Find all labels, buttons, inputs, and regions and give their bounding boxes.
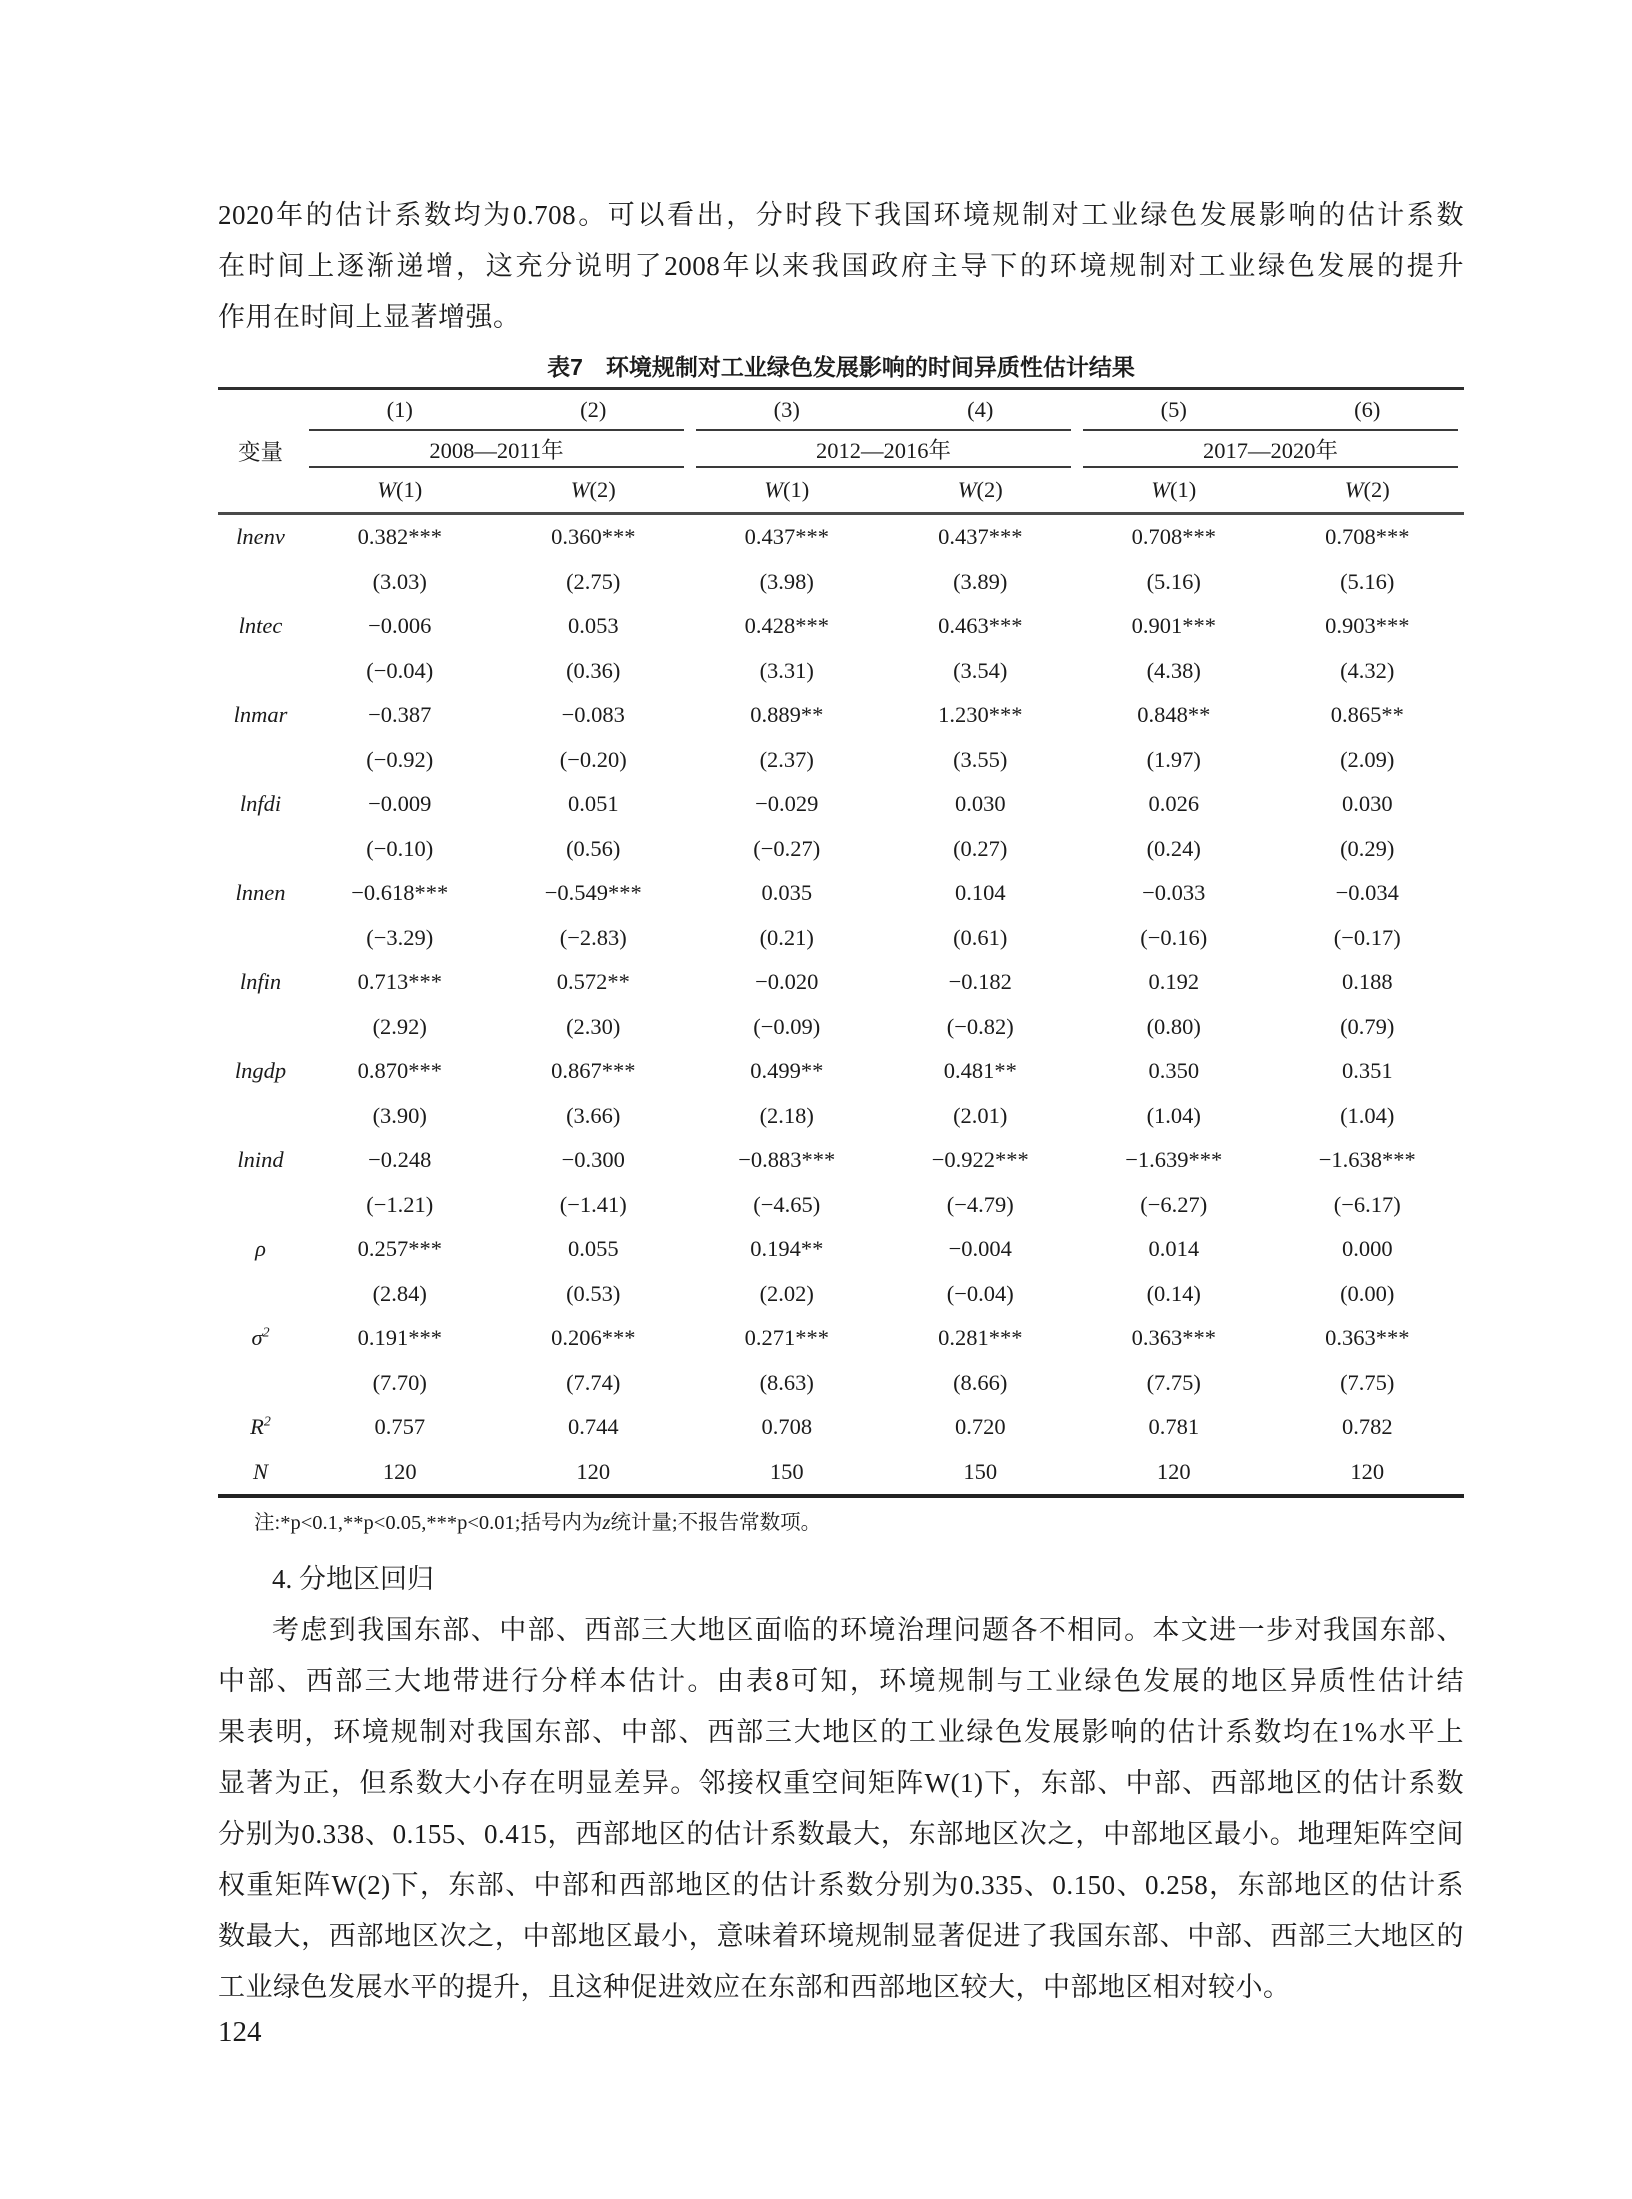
coefficient-cell: 0.000: [1341, 1236, 1393, 1262]
coefficient-cell: −0.083: [561, 702, 625, 728]
coefficient-cell: −0.387: [368, 702, 432, 728]
results-table-body: [218, 390, 1464, 1494]
coefficient-cell: 0.351: [1341, 1058, 1393, 1084]
variable-name-cell: [218, 1405, 303, 1450]
variable-name-cell: [218, 1138, 303, 1183]
tstat-cell: (8.63): [759, 1369, 814, 1395]
coefficient-cell: 0.363***: [1131, 1325, 1216, 1351]
coefficient-row: [218, 871, 1464, 916]
body-paragraph: [218, 1605, 1464, 2013]
empty-cell: [218, 916, 303, 961]
stat-value-cell: 120: [1350, 1458, 1385, 1484]
paragraph-line: 2020年的估计系数均为0.708。可以看出，分时段下我国环境规制对工业绿色发展影响的估计系数: [218, 200, 1464, 230]
weight-matrix-symbol: W: [957, 477, 977, 502]
variable-name: N: [252, 1458, 268, 1484]
coefficient-cell: −0.182: [948, 969, 1012, 995]
coefficient-cell: 0.848**: [1137, 702, 1211, 728]
coefficient-row: [218, 515, 1464, 560]
tstat-cell: (0.27): [953, 835, 1008, 861]
stat-value-cell: 0.744: [567, 1414, 619, 1440]
coefficient-row: [218, 960, 1464, 1005]
tstat-row: [218, 1272, 1464, 1317]
weight-header-cell: W(1): [303, 468, 497, 515]
coefficient-row: [218, 782, 1464, 827]
coefficient-cell: 0.271***: [744, 1325, 829, 1351]
stat-value-cell: 120: [576, 1458, 611, 1484]
coefficient-row: [218, 1227, 1464, 1272]
coefficient-cell: −1.639***: [1125, 1147, 1223, 1173]
empty-cell: [218, 560, 303, 605]
variable-name: lnind: [237, 1147, 284, 1173]
coefficient-cell: 0.035: [761, 880, 813, 906]
coefficient-cell: −0.029: [755, 791, 819, 817]
coefficient-cell: 0.463***: [938, 613, 1023, 639]
coefficient-cell: 0.206***: [551, 1325, 636, 1351]
tstat-row: [218, 738, 1464, 783]
variable-name: σ: [251, 1325, 263, 1351]
tstat-cell: (1.97): [1146, 746, 1201, 772]
coefficient-cell: 0.867***: [551, 1058, 636, 1084]
tstat-cell: (−1.21): [366, 1191, 434, 1217]
coefficient-cell: 0.194**: [750, 1236, 824, 1262]
weight-header-cell: W(2): [497, 468, 691, 515]
tstat-cell: (2.01): [953, 1102, 1008, 1128]
weight-matrix-symbol: W: [377, 477, 396, 502]
coefficient-cell: −1.638***: [1318, 1147, 1416, 1173]
coefficient-cell: 0.865**: [1330, 702, 1404, 728]
tstat-cell: (−0.17): [1333, 924, 1401, 950]
tstat-cell: (−0.82): [946, 1013, 1014, 1039]
tstat-cell: (−3.29): [366, 924, 434, 950]
tstat-cell: (1.04): [1340, 1102, 1395, 1128]
weight-matrix-symbol: W: [764, 477, 783, 502]
variable-name: R: [250, 1414, 264, 1440]
weight-matrix-symbol: W: [1151, 477, 1170, 502]
tstat-cell: (2.09): [1340, 746, 1395, 772]
section-heading: 4. 分地区回归: [272, 1564, 434, 1594]
tstat-cell: (7.75): [1340, 1369, 1395, 1395]
variable-name-cell: [218, 1450, 303, 1495]
period-group-label: 2017—2020年: [1083, 429, 1458, 468]
coefficient-cell: 0.192: [1148, 969, 1200, 995]
tstat-cell: (−0.20): [559, 746, 627, 772]
variable-name-cell: [218, 604, 303, 649]
variable-name: lnmar: [233, 702, 288, 728]
tstat-cell: (−4.65): [753, 1191, 821, 1217]
table-header-row-numbers: [218, 390, 1464, 429]
coefficient-cell: −0.006: [368, 613, 432, 639]
period-group-cell: [303, 429, 690, 468]
tstat-cell: (−0.92): [366, 746, 434, 772]
tstat-cell: (1.04): [1146, 1102, 1201, 1128]
column-number-cell: (3): [773, 396, 800, 422]
variable-name: lngdp: [234, 1058, 287, 1084]
variable-name: lnenv: [236, 524, 285, 550]
coefficient-row: [218, 604, 1464, 649]
stat-value-cell: 0.781: [1148, 1414, 1200, 1440]
period-group-label: 2008—2011年: [309, 429, 684, 468]
coefficient-cell: −0.020: [755, 969, 819, 995]
coefficient-cell: 0.053: [567, 613, 619, 639]
variable-name-cell: [218, 693, 303, 738]
tstat-row: [218, 1183, 1464, 1228]
note-suffix: 统计量;不报告常数项。: [610, 1512, 822, 1534]
tstat-cell: (4.38): [1146, 657, 1201, 683]
tstat-cell: (5.16): [1146, 568, 1201, 594]
coefficient-cell: 0.572**: [556, 969, 630, 995]
tstat-cell: (2.37): [759, 746, 814, 772]
tstat-cell: (2.92): [372, 1013, 427, 1039]
coefficient-cell: 0.191***: [357, 1325, 442, 1351]
coefficient-row: [218, 1049, 1464, 1094]
paragraph-line: 考虑到我国东部、中部、西部三大地区面临的环境治理问题各不相同。本文进一步对我国东部、: [272, 1615, 1464, 1645]
tstat-cell: (0.14): [1146, 1280, 1201, 1306]
tstat-row: [218, 827, 1464, 872]
stat-value-cell: 0.782: [1341, 1414, 1393, 1440]
tstat-row: [218, 1361, 1464, 1406]
tstat-cell: (2.30): [566, 1013, 621, 1039]
coefficient-cell: 0.437***: [744, 524, 829, 550]
coefficient-cell: 0.889**: [750, 702, 824, 728]
results-table: [218, 387, 1464, 1498]
coefficient-cell: 0.428***: [744, 613, 829, 639]
empty-cell: [218, 1005, 303, 1050]
coefficient-cell: 0.188: [1341, 969, 1393, 995]
coefficient-cell: −0.922***: [931, 1147, 1029, 1173]
table-note: [218, 1507, 1464, 1539]
stat-value-cell: 0.720: [954, 1414, 1006, 1440]
tstat-cell: (2.84): [372, 1280, 427, 1306]
coefficient-cell: 0.382***: [357, 524, 442, 550]
variable-name-cell: [218, 1049, 303, 1094]
tstat-cell: (0.21): [759, 924, 814, 950]
variable-name: lnfin: [239, 969, 282, 995]
coefficient-cell: 0.437***: [938, 524, 1023, 550]
coefficient-cell: 0.481**: [943, 1058, 1017, 1084]
tstat-cell: (7.74): [566, 1369, 621, 1395]
stat-value-cell: 0.757: [374, 1414, 426, 1440]
stat-row: [218, 1405, 1464, 1450]
paragraph-line: 数最大，西部地区次之，中部地区最小，意味着环境规制显著促进了我国东部、中部、西部三大地区的: [218, 1921, 1464, 1951]
empty-cell: [218, 1183, 303, 1228]
tstat-cell: (−0.16): [1140, 924, 1208, 950]
variable-name-cell: [218, 1227, 303, 1272]
weight-matrix-symbol: W: [570, 477, 590, 502]
empty-cell: [218, 738, 303, 783]
tstat-cell: (2.02): [759, 1280, 814, 1306]
stat-value-cell: 120: [382, 1458, 417, 1484]
coefficient-cell: 0.014: [1148, 1236, 1200, 1262]
tstat-cell: (0.00): [1340, 1280, 1395, 1306]
page-content: [218, 0, 1464, 2013]
tstat-cell: (0.80): [1146, 1013, 1201, 1039]
column-number-cell: (2): [580, 396, 607, 422]
intro-paragraph: [218, 190, 1464, 343]
empty-cell: [218, 649, 303, 694]
tstat-cell: (0.36): [566, 657, 621, 683]
coefficient-cell: 0.104: [954, 880, 1006, 906]
stat-row: [218, 1450, 1464, 1495]
tstat-cell: (−0.27): [753, 835, 821, 861]
tstat-cell: (3.89): [953, 568, 1008, 594]
tstat-cell: (0.53): [566, 1280, 621, 1306]
column-number-cell: (6): [1354, 396, 1381, 422]
tstat-cell: (7.75): [1146, 1369, 1201, 1395]
stat-value-cell: 150: [963, 1458, 998, 1484]
coefficient-cell: −0.034: [1335, 880, 1399, 906]
period-group-cell: [1077, 429, 1464, 468]
column-number-cell: (1): [386, 396, 413, 422]
tstat-cell: (−1.41): [559, 1191, 627, 1217]
coefficient-cell: 0.051: [567, 791, 619, 817]
coefficient-cell: −0.549***: [544, 880, 642, 906]
variable-name-cell: [218, 515, 303, 560]
coefficient-row: [218, 693, 1464, 738]
paragraph-line: 在时间上逐渐递增，这充分说明了2008年以来我国政府主导下的环境规制对工业绿色发展的提升: [218, 251, 1464, 281]
coefficient-cell: 0.870***: [357, 1058, 442, 1084]
coefficient-row: [218, 1138, 1464, 1183]
tstat-row: [218, 1094, 1464, 1139]
tstat-cell: (2.18): [759, 1102, 814, 1128]
z-statistic-symbol: z: [602, 1512, 611, 1534]
tstat-cell: (0.79): [1340, 1013, 1395, 1039]
variable-name-cell: [218, 1316, 303, 1361]
paragraph-line: 权重矩阵W(2)下，东部、中部和西部地区的估计系数分别为0.335、0.150、0.258，东部地区的估计系: [218, 1870, 1464, 1900]
tstat-cell: (−4.79): [946, 1191, 1014, 1217]
variable-name: lnfdi: [239, 791, 282, 817]
tstat-cell: (−0.09): [753, 1013, 821, 1039]
coefficient-cell: 0.903***: [1325, 613, 1410, 639]
paragraph-line: 分别为0.338、0.155、0.415，西部地区的估计系数最大，东部地区次之，中部地区最小。地理矩阵空间: [218, 1819, 1464, 1849]
coefficient-cell: 0.363***: [1325, 1325, 1410, 1351]
coefficient-cell: 0.350: [1148, 1058, 1200, 1084]
paragraph-line: 果表明，环境规制对我国东部、中部、西部三大地区的工业绿色发展影响的估计系数均在1%水平上: [218, 1717, 1464, 1747]
coefficient-cell: 0.281***: [938, 1325, 1023, 1351]
tstat-row: [218, 916, 1464, 961]
variable-name: ρ: [255, 1236, 266, 1262]
tstat-row: [218, 649, 1464, 694]
tstat-cell: (0.61): [953, 924, 1008, 950]
tstat-cell: (0.29): [1340, 835, 1395, 861]
table-header-row-weights: [218, 468, 1464, 515]
tstat-cell: (3.90): [372, 1102, 427, 1128]
weight-matrix-symbol: W: [1344, 477, 1364, 502]
variable-name: lntec: [238, 613, 283, 639]
variable-name: lnnen: [235, 880, 286, 906]
weight-header-cell: W(2): [1271, 468, 1465, 515]
page-number: 124: [218, 2016, 262, 2048]
empty-cell: [218, 827, 303, 872]
tstat-cell: (8.66): [953, 1369, 1008, 1395]
coefficient-cell: 0.708***: [1325, 524, 1410, 550]
tstat-cell: (3.55): [953, 746, 1008, 772]
tstat-cell: (3.98): [759, 568, 814, 594]
paragraph-line: 显著为正，但系数大小存在明显差异。邻接权重空间矩阵W(1)下，东部、中部、西部地区的估计系数: [218, 1768, 1464, 1798]
tstat-cell: (7.70): [372, 1369, 427, 1395]
tstat-cell: (0.24): [1146, 835, 1201, 861]
period-group-label: 2012—2016年: [696, 429, 1071, 468]
superscript: 2: [262, 1325, 270, 1341]
tstat-cell: (−6.17): [1333, 1191, 1401, 1217]
coefficient-cell: −0.004: [948, 1236, 1012, 1262]
paragraph-line: 作用在时间上显著增强。: [218, 302, 521, 332]
table-header-row-periods: [218, 429, 1464, 468]
tstat-cell: (4.32): [1340, 657, 1395, 683]
tstat-cell: (3.03): [372, 568, 427, 594]
empty-cell: [218, 1094, 303, 1139]
variable-name-cell: [218, 960, 303, 1005]
column-number-cell: (5): [1160, 396, 1187, 422]
coefficient-row: [218, 1316, 1464, 1361]
coefficient-cell: −0.248: [368, 1147, 432, 1173]
tstat-cell: (2.75): [566, 568, 621, 594]
weight-header-cell: W(2): [884, 468, 1078, 515]
coefficient-cell: 0.901***: [1131, 613, 1216, 639]
tstat-cell: (−6.27): [1140, 1191, 1208, 1217]
weight-header-cell: W(1): [1077, 468, 1271, 515]
tstat-cell: (−2.83): [559, 924, 627, 950]
variable-name-cell: [218, 782, 303, 827]
tstat-cell: (3.31): [759, 657, 814, 683]
tstat-cell: (5.16): [1340, 568, 1395, 594]
note-prefix: 注:*p<0.1,**p<0.05,***p<0.01;括号内为: [254, 1512, 603, 1534]
coefficient-cell: 0.360***: [551, 524, 636, 550]
superscript: 2: [263, 1414, 271, 1430]
coefficient-cell: 0.026: [1148, 791, 1200, 817]
tstat-cell: (−0.10): [366, 835, 434, 861]
coefficient-cell: −0.009: [368, 791, 432, 817]
coefficient-cell: −0.300: [561, 1147, 625, 1173]
tstat-row: [218, 1005, 1464, 1050]
weight-header-cell: W(1): [690, 468, 884, 515]
variable-name-cell: [218, 871, 303, 916]
stat-value-cell: 120: [1156, 1458, 1191, 1484]
empty-cell: [218, 1361, 303, 1406]
paragraph-line: 工业绿色发展水平的提升，且这种促进效应在东部和西部地区较大，中部地区相对较小。: [218, 1972, 1291, 2002]
stat-value-cell: 0.708: [761, 1414, 813, 1440]
coefficient-cell: 0.257***: [357, 1236, 442, 1262]
tstat-row: [218, 560, 1464, 605]
coefficient-cell: 0.055: [567, 1236, 619, 1262]
coefficient-cell: −0.883***: [738, 1147, 836, 1173]
tstat-cell: (3.54): [953, 657, 1008, 683]
tstat-cell: (−0.04): [946, 1280, 1014, 1306]
period-group-cell: [690, 429, 1077, 468]
empty-cell: [218, 1272, 303, 1317]
column-number-cell: (4): [967, 396, 994, 422]
coefficient-cell: 0.030: [1341, 791, 1393, 817]
coefficient-cell: 1.230***: [938, 702, 1023, 728]
tstat-cell: (−0.04): [366, 657, 434, 683]
coefficient-cell: 0.713***: [357, 969, 442, 995]
coefficient-cell: 0.499**: [750, 1058, 824, 1084]
table-caption: 表7 环境规制对工业绿色发展影响的时间异质性估计结果: [547, 354, 1135, 380]
coefficient-cell: 0.030: [954, 791, 1006, 817]
coefficient-cell: 0.708***: [1131, 524, 1216, 550]
table-header-variable: 变量: [218, 390, 303, 515]
paragraph-line: 中部、西部三大地带进行分样本估计。由表8可知，环境规制与工业绿色发展的地区异质性估计结: [218, 1666, 1464, 1696]
stat-value-cell: 150: [769, 1458, 804, 1484]
tstat-cell: (0.56): [566, 835, 621, 861]
coefficient-cell: −0.618***: [351, 880, 449, 906]
tstat-cell: (3.66): [566, 1102, 621, 1128]
coefficient-cell: −0.033: [1142, 880, 1206, 906]
